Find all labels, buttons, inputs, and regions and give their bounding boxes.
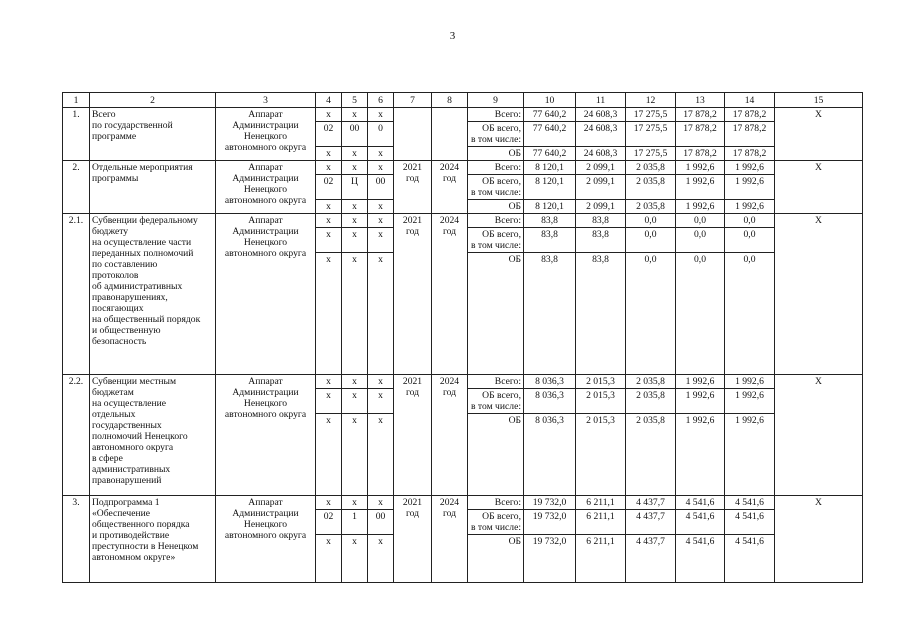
- value-cell: 83,8: [576, 214, 626, 228]
- funding-source-label: ОБ: [468, 147, 524, 161]
- col15-mark: Х: [775, 161, 863, 214]
- value-cell: 1 992,6: [725, 200, 775, 214]
- responsible-org: Аппарат Администрации Ненецкого автономного округа: [216, 214, 316, 375]
- value-cell: 2 035,8: [626, 414, 676, 496]
- value-cell: 17 275,5: [626, 122, 676, 147]
- funding-source-label: ОБ: [468, 253, 524, 375]
- value-cell: 17 878,2: [725, 108, 775, 122]
- value-cell: 19 732,0: [524, 496, 576, 510]
- value-cell: 8 036,3: [524, 375, 576, 389]
- value-cell: 6 211,1: [576, 510, 626, 535]
- value-cell: 0,0: [676, 253, 725, 375]
- col15-mark: Х: [775, 108, 863, 161]
- code-cell: х: [368, 214, 394, 228]
- funding-source-label: ОБ всего, в том числе:: [468, 389, 524, 414]
- value-cell: 83,8: [576, 228, 626, 253]
- code-cell: х: [368, 253, 394, 375]
- responsible-org: Аппарат Администрации Ненецкого автономного округа: [216, 161, 316, 214]
- funding-source-label: ОБ всего, в том числе:: [468, 510, 524, 535]
- col-header: 7: [394, 93, 432, 108]
- code-cell: х: [342, 147, 368, 161]
- value-cell: 77 640,2: [524, 147, 576, 161]
- value-cell: 8 036,3: [524, 414, 576, 496]
- code-cell: х: [316, 535, 342, 583]
- row-name: Субвенции федеральному бюджету на осуществление части переданных полномочий по составлению протоколов об административных правонарушениях, посягающих на общественный порядок и общественную безопасность: [90, 214, 216, 375]
- row-number: 2.2.: [63, 375, 90, 496]
- value-cell: 24 608,3: [576, 122, 626, 147]
- row-name: Всего по государственной программе: [90, 108, 216, 161]
- value-cell: 17 878,2: [676, 147, 725, 161]
- value-cell: 19 732,0: [524, 535, 576, 583]
- code-cell: х: [368, 108, 394, 122]
- code-cell: х: [316, 161, 342, 175]
- row-name: Субвенции местным бюджетам на осуществление отдельных государственных полномочий Ненецкого автономного округа в сфере административных правонарушений: [90, 375, 216, 496]
- value-cell: 4 541,6: [676, 510, 725, 535]
- code-cell: х: [368, 496, 394, 510]
- value-cell: 4 541,6: [725, 510, 775, 535]
- col-header: 4: [316, 93, 342, 108]
- value-cell: 4 541,6: [676, 496, 725, 510]
- code-cell: х: [368, 228, 394, 253]
- value-cell: 4 437,7: [626, 510, 676, 535]
- value-cell: 2 035,8: [626, 175, 676, 200]
- value-cell: 1 992,6: [725, 175, 775, 200]
- row-number: 1.: [63, 108, 90, 161]
- col-header: 10: [524, 93, 576, 108]
- code-cell: х: [342, 414, 368, 496]
- value-cell: 6 211,1: [576, 496, 626, 510]
- code-cell: х: [316, 414, 342, 496]
- end-year: 2024 год: [432, 496, 468, 583]
- table-row: [63, 214, 863, 228]
- funding-source-label: ОБ: [468, 414, 524, 496]
- col15-mark: Х: [775, 496, 863, 583]
- value-cell: 1 992,6: [725, 375, 775, 389]
- value-cell: 2 035,8: [626, 389, 676, 414]
- code-cell: х: [316, 496, 342, 510]
- code-cell: х: [316, 253, 342, 375]
- value-cell: 1 992,6: [676, 161, 725, 175]
- col-header: 14: [725, 93, 775, 108]
- value-cell: 8 120,1: [524, 175, 576, 200]
- col-header: 8: [432, 93, 468, 108]
- code-cell: х: [316, 147, 342, 161]
- code-cell: х: [342, 375, 368, 389]
- code-cell: х: [368, 200, 394, 214]
- code-cell: х: [342, 228, 368, 253]
- value-cell: 0,0: [676, 214, 725, 228]
- code-cell: х: [316, 228, 342, 253]
- responsible-org: Аппарат Администрации Ненецкого автономного округа: [216, 496, 316, 583]
- value-cell: 19 732,0: [524, 510, 576, 535]
- value-cell: 1 992,6: [725, 414, 775, 496]
- code-cell: х: [342, 253, 368, 375]
- value-cell: 1 992,6: [676, 389, 725, 414]
- value-cell: 8 120,1: [524, 200, 576, 214]
- col15-mark: Х: [775, 375, 863, 496]
- value-cell: 4 541,6: [725, 535, 775, 583]
- value-cell: 1 992,6: [676, 175, 725, 200]
- funding-source-label: Всего:: [468, 214, 524, 228]
- code-cell: 00: [342, 122, 368, 147]
- code-cell: 02: [316, 175, 342, 200]
- value-cell: 83,8: [524, 228, 576, 253]
- value-cell: 1 992,6: [725, 161, 775, 175]
- page-number: 3: [449, 30, 456, 42]
- code-cell: х: [342, 161, 368, 175]
- funding-source-label: ОБ всего, в том числе:: [468, 175, 524, 200]
- start-year: 2021 год: [394, 375, 432, 496]
- col-header: 6: [368, 93, 394, 108]
- code-cell: х: [368, 389, 394, 414]
- code-cell: х: [316, 389, 342, 414]
- value-cell: 2 035,8: [626, 200, 676, 214]
- value-cell: 17 878,2: [676, 122, 725, 147]
- code-cell: х: [342, 496, 368, 510]
- value-cell: 2 099,1: [576, 200, 626, 214]
- value-cell: 1 992,6: [676, 375, 725, 389]
- code-cell: 02: [316, 122, 342, 147]
- value-cell: 77 640,2: [524, 108, 576, 122]
- responsible-org: Аппарат Администрации Ненецкого автономного округа: [216, 375, 316, 496]
- value-cell: 2 015,3: [576, 414, 626, 496]
- code-cell: Ц: [342, 175, 368, 200]
- funding-source-label: ОБ: [468, 200, 524, 214]
- value-cell: 1 992,6: [676, 200, 725, 214]
- value-cell: 1 992,6: [725, 389, 775, 414]
- value-cell: 83,8: [524, 253, 576, 375]
- end-year: 2024 год: [432, 214, 468, 375]
- code-cell: х: [342, 214, 368, 228]
- value-cell: 4 437,7: [626, 496, 676, 510]
- table-row: [63, 108, 863, 122]
- value-cell: 0,0: [626, 214, 676, 228]
- col-header: 1: [63, 93, 90, 108]
- funding-source-label: Всего:: [468, 496, 524, 510]
- value-cell: 2 099,1: [576, 175, 626, 200]
- start-year: 2021 год: [394, 161, 432, 214]
- code-cell: х: [316, 108, 342, 122]
- funding-source-label: ОБ всего, в том числе:: [468, 228, 524, 253]
- value-cell: 0,0: [676, 228, 725, 253]
- row-number: 3.: [63, 496, 90, 583]
- code-cell: 02: [316, 510, 342, 535]
- table-row: [63, 161, 863, 175]
- row-number: 2.: [63, 161, 90, 214]
- funding-source-label: ОБ всего, в том числе:: [468, 122, 524, 147]
- value-cell: 0,0: [725, 253, 775, 375]
- col-header: 13: [676, 93, 725, 108]
- value-cell: 8 036,3: [524, 389, 576, 414]
- code-cell: х: [368, 375, 394, 389]
- col-header: 12: [626, 93, 676, 108]
- value-cell: 0,0: [725, 214, 775, 228]
- responsible-org: Аппарат Администрации Ненецкого автономного округа: [216, 108, 316, 161]
- table-row: [63, 496, 863, 510]
- value-cell: 2 035,8: [626, 375, 676, 389]
- col15-mark: Х: [775, 214, 863, 375]
- value-cell: 0,0: [626, 228, 676, 253]
- code-cell: 0: [368, 122, 394, 147]
- col-header: 3: [216, 93, 316, 108]
- col-header: 15: [775, 93, 863, 108]
- value-cell: 17 878,2: [725, 122, 775, 147]
- program-funding-table: [62, 92, 863, 583]
- funding-source-label: ОБ: [468, 535, 524, 583]
- value-cell: 8 120,1: [524, 161, 576, 175]
- value-cell: 0,0: [626, 253, 676, 375]
- value-cell: 83,8: [576, 253, 626, 375]
- code-cell: х: [316, 214, 342, 228]
- column-number-row: [63, 93, 863, 108]
- value-cell: 24 608,3: [576, 147, 626, 161]
- col-header: 2: [90, 93, 216, 108]
- table-row: [63, 375, 863, 389]
- code-cell: х: [342, 200, 368, 214]
- code-cell: 1: [342, 510, 368, 535]
- row-number: 2.1.: [63, 214, 90, 375]
- code-cell: х: [368, 161, 394, 175]
- code-cell: х: [368, 147, 394, 161]
- col-header: 5: [342, 93, 368, 108]
- funding-source-label: Всего:: [468, 375, 524, 389]
- start-year: [394, 108, 432, 161]
- value-cell: 17 275,5: [626, 108, 676, 122]
- start-year: 2021 год: [394, 496, 432, 583]
- value-cell: 24 608,3: [576, 108, 626, 122]
- value-cell: 83,8: [524, 214, 576, 228]
- value-cell: 4 437,7: [626, 535, 676, 583]
- code-cell: х: [316, 200, 342, 214]
- code-cell: х: [342, 535, 368, 583]
- value-cell: 4 541,6: [676, 535, 725, 583]
- value-cell: 77 640,2: [524, 122, 576, 147]
- funding-source-label: Всего:: [468, 161, 524, 175]
- value-cell: 2 015,3: [576, 389, 626, 414]
- value-cell: 17 878,2: [725, 147, 775, 161]
- value-cell: 6 211,1: [576, 535, 626, 583]
- value-cell: 17 878,2: [676, 108, 725, 122]
- row-name: Отдельные мероприятия программы: [90, 161, 216, 214]
- col-header: 11: [576, 93, 626, 108]
- code-cell: 00: [368, 510, 394, 535]
- code-cell: х: [368, 535, 394, 583]
- value-cell: 0,0: [725, 228, 775, 253]
- start-year: 2021 год: [394, 214, 432, 375]
- value-cell: 1 992,6: [676, 414, 725, 496]
- code-cell: 00: [368, 175, 394, 200]
- code-cell: х: [368, 414, 394, 496]
- value-cell: 2 099,1: [576, 161, 626, 175]
- end-year: 2024 год: [432, 161, 468, 214]
- value-cell: 17 275,5: [626, 147, 676, 161]
- code-cell: х: [342, 389, 368, 414]
- end-year: [432, 108, 468, 161]
- funding-source-label: Всего:: [468, 108, 524, 122]
- code-cell: х: [316, 375, 342, 389]
- value-cell: 2 015,3: [576, 375, 626, 389]
- col-header: 9: [468, 93, 524, 108]
- end-year: 2024 год: [432, 375, 468, 496]
- value-cell: 2 035,8: [626, 161, 676, 175]
- code-cell: х: [342, 108, 368, 122]
- value-cell: 4 541,6: [725, 496, 775, 510]
- row-name: Подпрограмма 1 «Обеспечение общественного порядка и противодействие преступности в Ненецком автономном округе»: [90, 496, 216, 583]
